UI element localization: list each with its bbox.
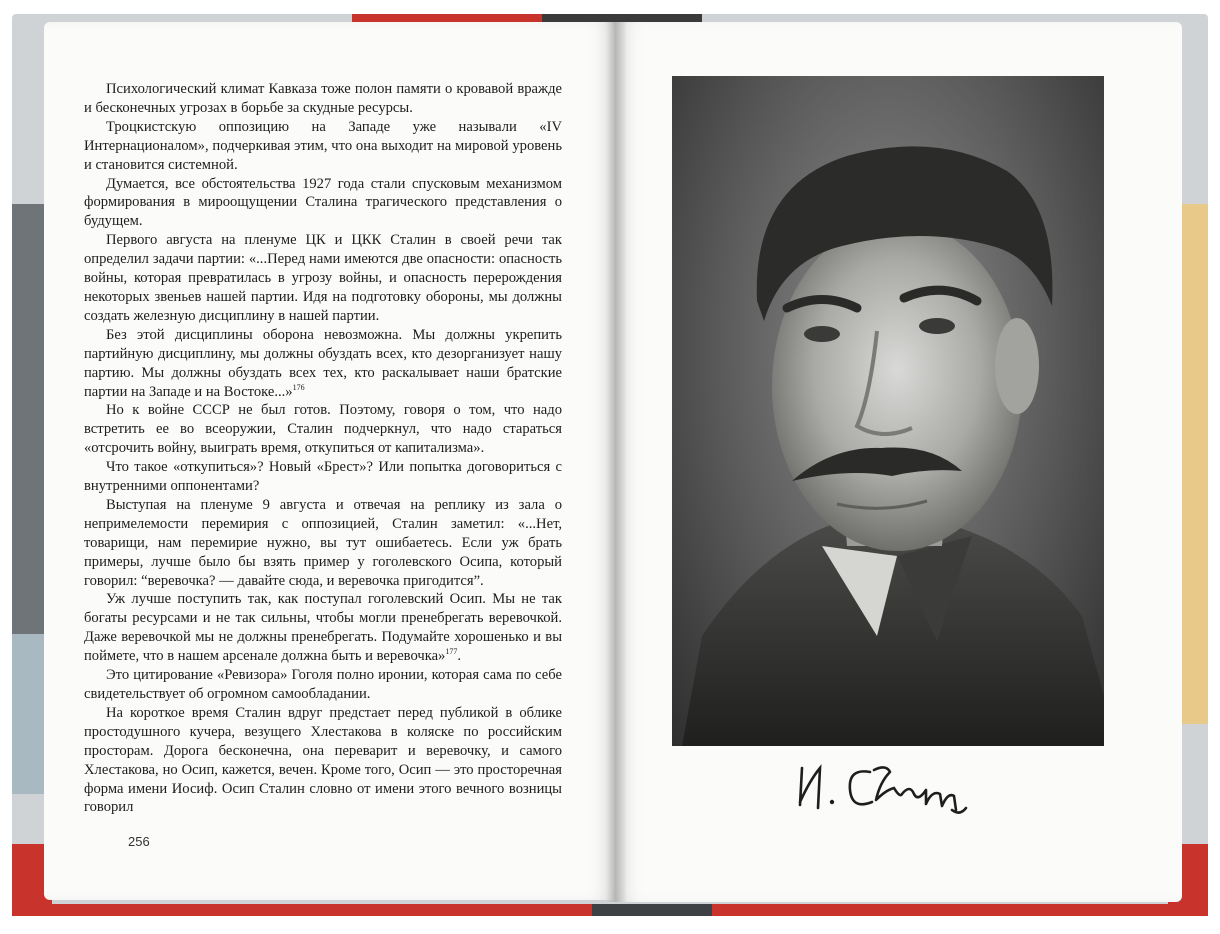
page-number: 256: [128, 834, 150, 849]
paragraph-text: Уж лучше поступить так, как поступал гоголевский Осип. Мы не так богаты ресурсами и не так сильны, чтобы могли пренебрегать веревочкой. Даже веревочкой мы не должны пренебрегать. Подумайте хорошенько и вы поймете, что в нашем арсенале должна быть и веревочка»: [84, 591, 562, 665]
cover-edge: [712, 904, 1168, 916]
paragraph: Что такое «откупиться»? Новый «Брест»? Или попытка договориться с внутренними оппонентами?: [84, 459, 562, 495]
paragraph: Психологический климат Кавказа тоже полон памяти о кровавой вражде и бесконечных угрозах в борьбе за скудные ресурсы.: [84, 81, 562, 116]
cover-edge: [52, 904, 592, 916]
portrait-illustration: [672, 76, 1104, 746]
footnote-ref: 177: [445, 647, 458, 657]
paragraph: Первого августа на пленуме ЦК и ЦКК Сталин в своей речи так определил задачи партии: «...Перед нами имеются две опасности: опасность войны, которая превратилась в угрозу войны, и опасность перерождения некоторых звеньев нашей партии. Идя на подготовку обороны, мы должны создать железную дисциплину в нашей партии.: [84, 232, 562, 324]
paragraph: На короткое время Сталин вдруг предстает перед публикой в облике простодушного кучера, везущего Хлестакова в коляске по российским просторам. Дорога бесконечна, она переварит и веревочку, и самого Хлестакова, но Осип, кажется, вечен. Кроме того, Осип — это просторечная форма имени Иосиф. Осип Сталин словно от имени этого вечного возницы говорил: [84, 704, 562, 816]
left-page-text: [84, 80, 562, 817]
paragraph-with-footnote: [84, 326, 562, 402]
paragraph: Думается, все обстоятельства 1927 года стали спусковым механизмом формирования в мироощущении Сталина трагического представления о будущем.: [84, 175, 562, 230]
paragraph: Троцкистскую оппозицию на Западе уже называли «IV Интернационалом», подчеркивая этим, что она выходит на мировой уровень и становится системной.: [84, 118, 562, 173]
cover-edge: [592, 904, 712, 916]
paragraph-with-footnote: Уж лучше поступить так, как поступал гоголевский Осип. Мы не так богаты ресурсами и не так сильны, чтобы могли пренебрегать веревочкой. Даже веревочкой мы не должны пренебрегать. Подумайте хорошенько и вы поймете, что в нашем арсенале должна быть и веревочка»$^{177}$.: [84, 591, 562, 665]
paragraph: Но к войне СССР не был готов. Поэтому, говоря о том, что надо встретить ее во всеоружии, Сталин подчеркнул, что надо стараться «отсрочить войну, выиграть время, откупиться от капитализма».: [84, 402, 562, 457]
signature-drawing: [790, 750, 990, 820]
paragraph-text: Без этой дисциплины оборона невозможна. Мы должны укрепить партийную дисциплину, мы должны обуздать всех, кто дезорганизует нашу партию. Мы должны обуздать всех тех, кто раскалывает наши братские партии на Западе и на Востоке...»: [84, 326, 562, 400]
signature: [790, 750, 990, 820]
footnote-ref: 176: [292, 382, 305, 392]
book-gutter: [606, 22, 626, 902]
paragraph: Это цитирование «Ревизора» Гоголя полно иронии, которая сама по себе свидетельствует об огромном самообладании.: [84, 667, 562, 702]
paragraph: Выступая на пленуме 9 августа и отвечая на реплику из зала о непримелемости перемирия с оппозицией, Сталин заметил: «...Нет, товарищи, нам перемирие нужно, вы тут ошибаетесь. Если уж брать примеры, лучше было бы взять пример у гоголевского Осипа, который говорил: “веревочка? — давайте сюда, и веревочка пригодится”.: [84, 496, 562, 589]
portrait-photo: [672, 76, 1104, 746]
